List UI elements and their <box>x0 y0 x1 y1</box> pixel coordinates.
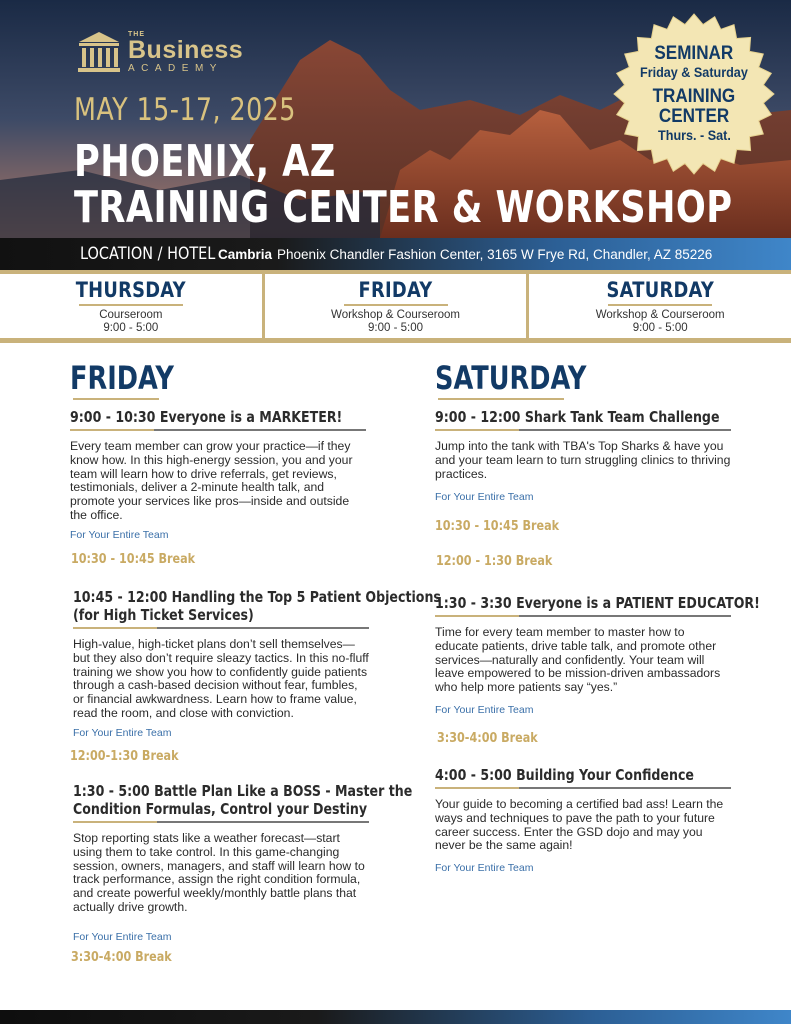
footer-bar <box>0 1010 791 1024</box>
session-description: Every team member can grow your practice—if they know how. In this high-energy session, you and your team will learn how to drive referrals, get reviews, testimonials, deliver a 2-minute health talk, and promote your services like pros—inside and outside the office. <box>70 439 353 522</box>
location-label: LOCATION / HOTEL <box>80 244 216 264</box>
saturday-schedule <box>435 356 760 875</box>
day-rule <box>608 304 712 306</box>
session-rule <box>70 429 366 431</box>
day-name: SATURDAY <box>606 278 714 302</box>
day-hours: 9:00 - 5:00 <box>368 322 423 334</box>
seal-training: TRAINING <box>652 85 736 107</box>
day-type: Workshop & Courseroom <box>595 309 725 321</box>
day-name: THURSDAY <box>75 278 186 302</box>
event-city: PHOENIX, AZ <box>74 136 336 187</box>
hero-banner <box>0 0 791 238</box>
saturday-heading: SATURDAY <box>435 359 587 397</box>
session-audience: For Your Entire Team <box>73 930 172 943</box>
break-item: 3:30-4:00 Break <box>71 950 172 965</box>
day-saturday <box>526 274 791 338</box>
day-name: FRIDAY <box>358 278 433 302</box>
academy-logo <box>76 30 243 74</box>
event-dates: MAY 15-17, 2025 <box>74 92 296 128</box>
session-title: 4:00 - 5:00 Building Your Confidence <box>435 766 694 784</box>
break-item: 12:00-1:30 Break <box>70 749 179 764</box>
logo-academy: ACADEMY <box>128 62 223 74</box>
session-battle-plan <box>73 782 413 943</box>
seal-text <box>612 12 776 176</box>
session-title: 1:30 - 3:30 Everyone is a PATIENT EDUCATOR! <box>435 594 760 612</box>
logo-business: Business <box>128 35 244 64</box>
session-title: 1:30 - 5:00 Battle Plan Like a BOSS - Master the <box>73 782 413 800</box>
day-hours: 9:00 - 5:00 <box>103 322 159 334</box>
day-thursday <box>0 274 262 338</box>
session-rule <box>435 787 731 789</box>
day-overview <box>0 274 791 338</box>
session-objections <box>73 588 441 739</box>
day-hours: 9:00 - 5:00 <box>632 322 688 334</box>
break-item: 10:30 - 10:45 Break <box>71 552 196 567</box>
session-description: Your guide to becoming a certified bad ass! Learn the ways and techniques to pave the path to your future career success. Enter the GSD dojo and may you never be the same again! <box>435 797 724 853</box>
session-audience: For Your Entire Team <box>73 726 172 739</box>
hotel-address: Phoenix Chandler Fashion Center, 3165 W Frye Rd, Chandler, AZ 85226 <box>277 246 713 262</box>
session-shark-tank <box>435 408 731 503</box>
session-confidence <box>435 766 731 874</box>
friday-schedule <box>70 356 441 965</box>
break-item: 10:30 - 10:45 Break <box>435 519 560 534</box>
session-rule <box>435 429 731 431</box>
session-audience: For Your Entire Team <box>435 491 534 504</box>
session-rule <box>435 615 731 617</box>
hotel-name: Cambria <box>218 246 273 262</box>
event-title: TRAINING CENTER & WORKSHOP <box>74 182 733 233</box>
session-title: 9:00 - 12:00 Shark Tank Team Challenge <box>435 408 720 426</box>
session-rule <box>73 821 369 823</box>
strip-bottom-rule <box>0 338 791 343</box>
session-marketer <box>70 408 366 541</box>
session-description: Jump into the tank with TBA's Top Sharks & have you and your team learn to turn struggling clinics to thriving practices. <box>435 439 731 481</box>
session-description: Stop reporting stats like a weather forecast—start using them to take control. In this game-changing session, owners, managers, and staff will learn how to track performance, assign the right condition formula, and create powerful weekly/monthly battle plans that actually drive growth. <box>73 831 365 914</box>
session-rule <box>73 627 369 629</box>
columns-icon <box>76 30 122 74</box>
session-title-line2: Condition Formulas, Control your Destiny <box>73 800 368 818</box>
break-item: 3:30-4:00 Break <box>437 731 538 746</box>
break-item: 12:00 - 1:30 Break <box>436 554 553 569</box>
session-audience: For Your Entire Team <box>435 862 534 875</box>
session-patient-educator <box>435 594 760 716</box>
seal-seminar: SEMINAR <box>654 43 734 65</box>
location-bar <box>0 238 791 270</box>
seal-training-days: Thurs. - Sat. <box>657 127 731 144</box>
day-type: Workshop & Courseroom <box>331 309 460 321</box>
session-title-line2: (for High Ticket Services) <box>73 606 254 624</box>
session-description: High-value, high-ticket plans don’t sell themselves—but they also don’t require sleazy tactics. In this no-fluff training we show you how to confidently guide patients through a cash-based decision without fear, fumbles, or financial awkwardness. Learn how to frame value, read the room, and close with conviction. <box>73 637 369 720</box>
logo-the: THE <box>128 30 145 38</box>
day-type: Courseroom <box>99 309 163 321</box>
session-audience: For Your Entire Team <box>435 703 534 716</box>
day-friday <box>262 274 527 338</box>
session-title: 9:00 - 10:30 Everyone is a MARKETER! <box>70 408 343 426</box>
seal-center: CENTER <box>658 106 730 128</box>
seal-seminar-days: Friday & Saturday <box>640 64 748 81</box>
day-rule <box>344 304 448 306</box>
session-description: Time for every team member to master how to educate patients, drive table talk, and promote other services—naturally and confidently. Your team will leave empowered to be mission-driven ambassadors who help more patients say “yes.” <box>435 625 721 695</box>
friday-heading: FRIDAY <box>70 359 174 397</box>
session-audience: For Your Entire Team <box>70 528 169 541</box>
session-title: 10:45 - 12:00 Handling the Top 5 Patient Objections <box>73 588 441 606</box>
day-rule <box>79 304 183 306</box>
